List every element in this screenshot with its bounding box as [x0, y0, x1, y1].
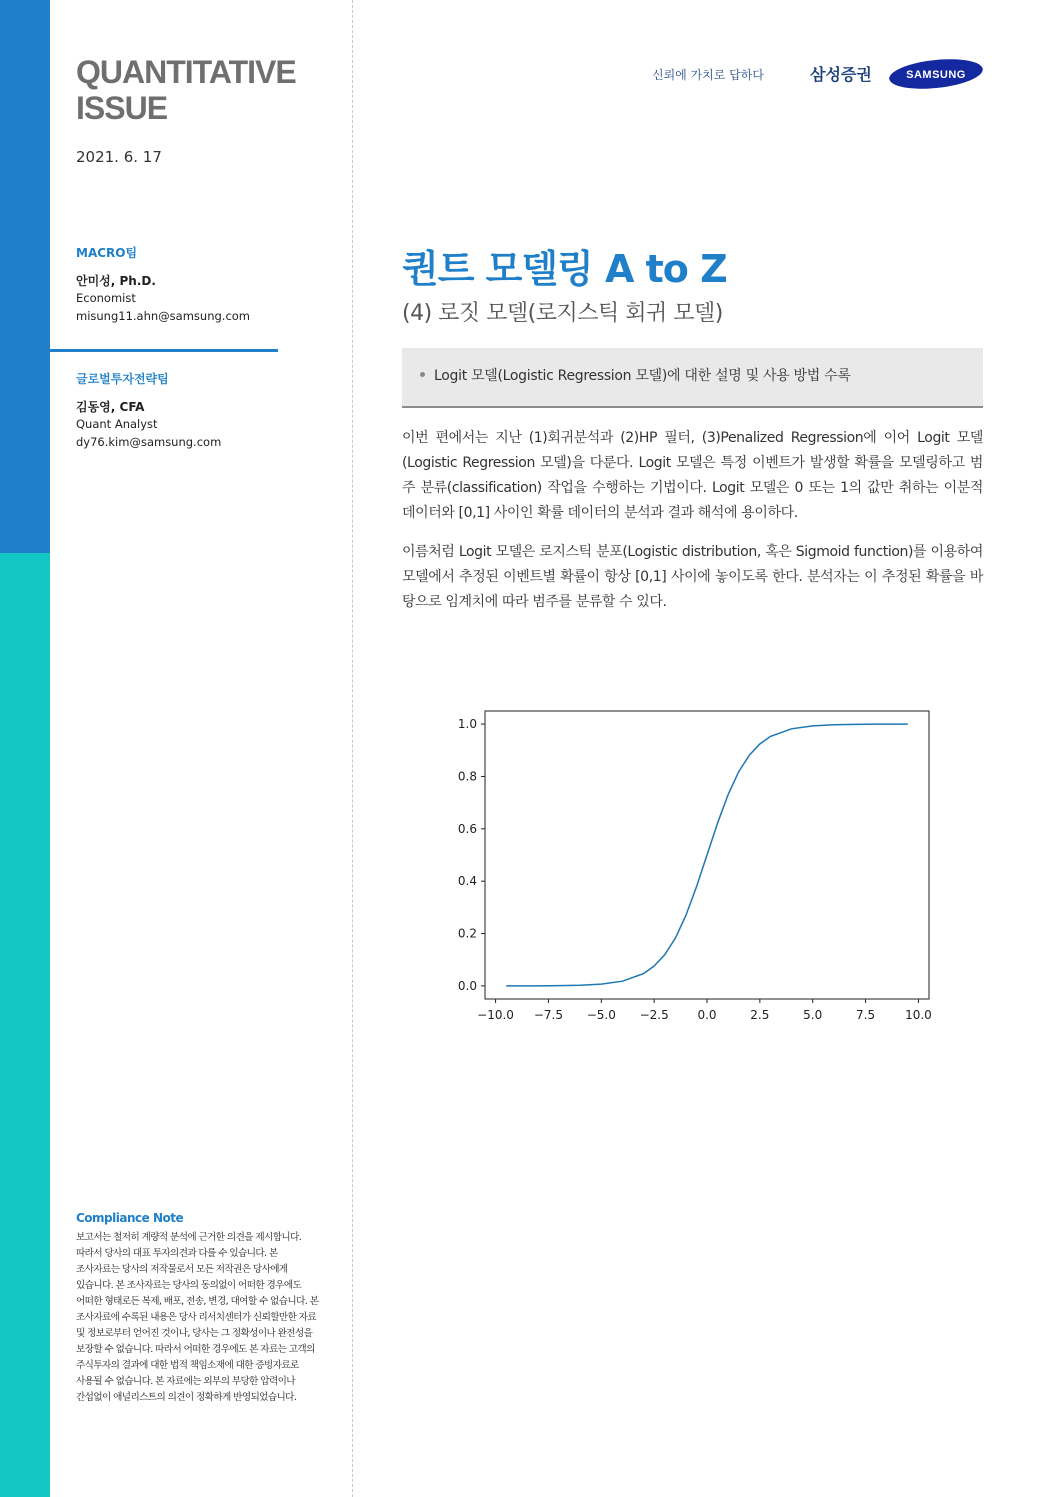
author-role-2: Quant Analyst: [76, 417, 158, 431]
summary-text: Logit 모델(Logistic Regression 모델)에 대한 설명 및 사용 방법 수록: [434, 368, 851, 384]
sidebar-rule: [50, 349, 278, 352]
y-tick-label: 1.0: [457, 717, 477, 732]
page-subtitle: (4) 로짓 모델(로지스틱 회귀 모델): [402, 301, 723, 326]
compliance-body: 보고서는 철저히 계량적 분석에 근거한 의견을 제시합니다. 따라서 당사의 대표 투자의견과 다를 수 있습니다. 본 조사자료는 당사의 저작물로서 모든 저작권은 당사에게 있습니다. 본 조사자료는 당사의 동의없이 어떠한 경우에도 어떠한 형태로든 복제, 배포, 전송, 변경, 대여할 수 없습니다. 본 조사자료에 수록된 내용은 당사 리서치센터가 신뢰할만한 자료 및 정보로부터 얻어진 것이나, 당사는 그 정확성이나 완전성을 보장할 수 없습니다. 따라서 어떠한 경우에도 본 자료는 고객의 주식투자의 결과에 대한 법적 책임소재에 대한 증빙자료로 사용될 수 없습니다. 본 자료에는 외부의 부당한 압력이나 간섭없이 애널리스트의 의견이 정확하게 반영되었습니다.: [76, 1232, 319, 1403]
summary-box: [402, 348, 983, 408]
sidebar-stripe-teal: [0, 553, 50, 1497]
author-role-1: Economist: [76, 291, 136, 305]
report-series-line1: QUANTITATIVE: [76, 54, 296, 90]
report-series-title: [76, 54, 296, 126]
samsung-logo: [888, 58, 984, 90]
sidebar-stripe-blue: [0, 0, 50, 553]
page-title: 퀀트 모델링 A to Z: [402, 247, 727, 291]
x-tick-label: 10.0: [905, 1008, 932, 1022]
y-tick-label: 0.8: [457, 769, 477, 784]
y-tick-label: 0.6: [457, 821, 477, 836]
y-tick-label: 0.2: [457, 926, 477, 941]
body-paragraph-1: 이번 편에서는 지난 (1)회귀분석과 (2)HP 필터, (3)Penalized Regression에 이어 Logit 모델(Logistic Regression 모델)을 다룬다. Logit 모델은 특정 이벤트가 발생할 확률을 모델링하고 범주 분류(classification) 작업을 수행하는 기법이다. Logit 모델은 0 또는 1의 값만 취하는 이분적 데이터와 [0,1] 사이인 확률 데이터의 분석과 결과 해석에 용이하다.: [402, 430, 983, 521]
x-tick-label: −10.0: [477, 1008, 514, 1022]
x-tick-label: 5.0: [803, 1008, 823, 1022]
body-paragraph-2: 이름처럼 Logit 모델은 로지스틱 분포(Logistic distribution, 혹은 Sigmoid function)를 이용하여 모델에서 추정된 이벤트별 확률이 항상 [0,1] 사이에 놓이도록 한다. 분석자는 이 추정된 확률을 바탕으로 임계치에 따라 범주를 분류할 수 있다.: [402, 544, 983, 610]
company-slogan: 신뢰에 가치로 답하다: [652, 68, 764, 82]
report-series-line2: ISSUE: [76, 90, 168, 126]
sigmoid-chart: [440, 700, 940, 1030]
x-tick-label: 0.0: [697, 1008, 717, 1022]
x-tick-label: −5.0: [586, 1008, 616, 1022]
author-name-1: 안미성, Ph.D.: [76, 274, 156, 288]
team-name-macro: MACRO팀: [76, 246, 138, 260]
x-axis: [477, 999, 932, 1022]
y-axis: [458, 717, 485, 993]
x-tick-label: −2.5: [639, 1008, 669, 1022]
y-tick-label: 0.0: [457, 978, 477, 993]
x-tick-label: 7.5: [856, 1008, 876, 1022]
compliance-title: Compliance Note: [76, 1211, 184, 1225]
author-name-2: 김동영, CFA: [76, 400, 145, 414]
y-tick-label: 0.4: [457, 874, 477, 889]
column-divider: [352, 0, 353, 1497]
bullet-icon: [420, 372, 425, 377]
author-email-2[interactable]: dy76.kim@samsung.com: [76, 435, 222, 449]
sigmoid-line: [506, 724, 908, 986]
team-name-global: 글로벌투자전략팀: [76, 372, 169, 386]
company-name: 삼성증권: [810, 65, 872, 84]
author-email-1[interactable]: misung11.ahn@samsung.com: [76, 309, 251, 323]
x-tick-label: −7.5: [533, 1008, 563, 1022]
samsung-logo-text: SAMSUNG: [906, 69, 966, 81]
report-date: 2021. 6. 17: [76, 148, 162, 166]
x-tick-label: 2.5: [750, 1008, 770, 1022]
